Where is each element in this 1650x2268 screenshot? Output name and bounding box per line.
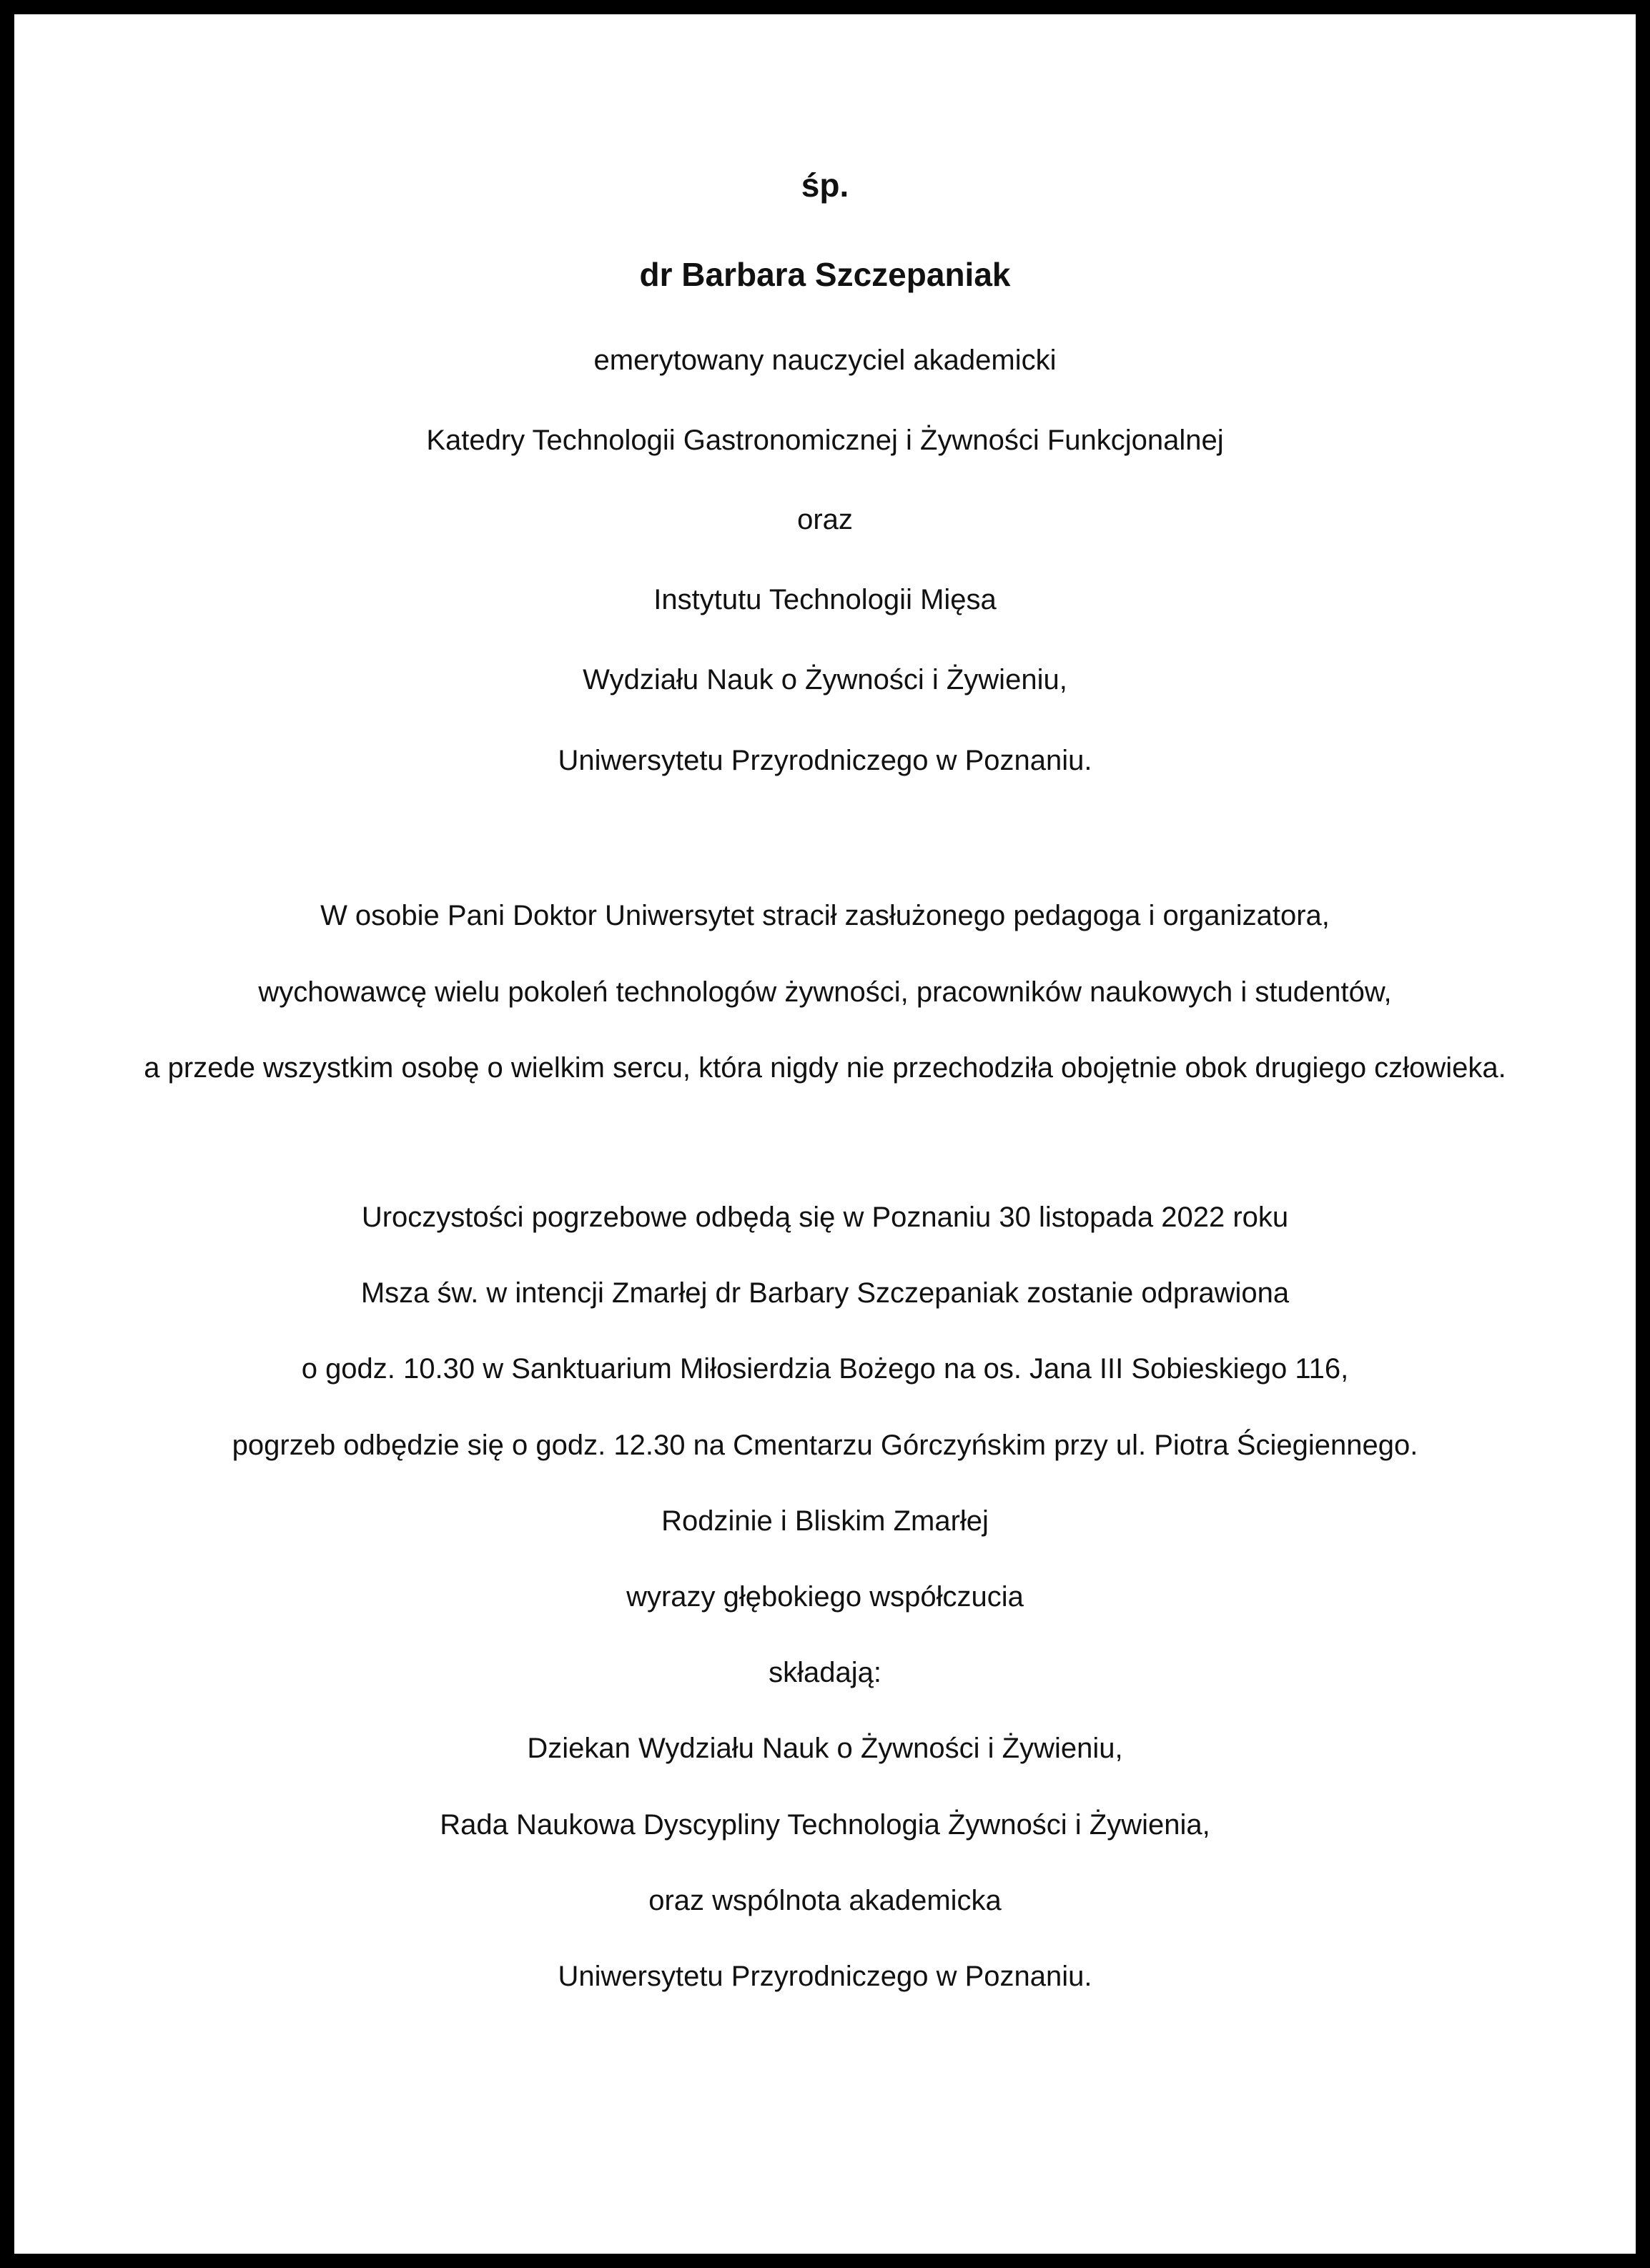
affiliation-line: oraz [797, 504, 853, 535]
affiliation-line: Katedry Technologii Gastronomicznej i Żywności Funkcjonalnej [426, 425, 1224, 456]
obituary-prefix: śp. [801, 167, 849, 204]
condolence-line: Uniwersytetu Przyrodniczego w Poznaniu. [558, 1961, 1092, 1992]
condolence-line: Rada Naukowa Dyscypliny Technologia Żywności i Żywienia, [440, 1809, 1210, 1841]
condolence-line: Dziekan Wydziału Nauk o Żywności i Żywieniu, [527, 1733, 1123, 1764]
tribute-line: W osobie Pani Doktor Uniwersytet stracił zasłużonego pedagoga i organizatora, [320, 900, 1330, 931]
affiliation-line: Instytutu Technologii Mięsa [653, 584, 997, 615]
tribute-line: a przede wszystkim osobę o wielkim sercu, która nigdy nie przechodziła obojętnie obok drugiego człowieka. [144, 1052, 1506, 1084]
affiliation-line: Uniwersytetu Przyrodniczego w Poznaniu. [558, 745, 1092, 776]
funeral-line: o godz. 10.30 w Sanktuarium Miłosierdzia Bożego na os. Jana III Sobieskiego 116, [301, 1353, 1349, 1385]
affiliation-line: Wydziału Nauk o Żywności i Żywieniu, [583, 664, 1067, 695]
condolence-line: Rodzinie i Bliskim Zmarłej [661, 1505, 989, 1537]
tribute-line: wychowawcę wielu pokoleń technologów żywności, pracowników naukowych i studentów, [258, 976, 1392, 1008]
condolence-line: wyrazy głębokiego współczucia [626, 1581, 1024, 1613]
funeral-line: Uroczystości pogrzebowe odbędą się w Poznaniu 30 listopada 2022 roku [361, 1202, 1289, 1233]
condolence-line: oraz wspólnota akademicka [648, 1885, 1002, 1916]
funeral-line: pogrzeb odbędzie się o godz. 12.30 na Cmentarzu Górczyńskim przy ul. Piotra Ściegiennego. [232, 1430, 1418, 1461]
deceased-name: dr Barbara Szczepaniak [639, 256, 1011, 293]
condolence-line: składają: [769, 1657, 881, 1688]
affiliation-line: emerytowany nauczyciel akademicki [593, 345, 1057, 376]
funeral-line: Msza św. w intencji Zmarłej dr Barbary Szczepaniak zostanie odprawiona [360, 1277, 1290, 1309]
